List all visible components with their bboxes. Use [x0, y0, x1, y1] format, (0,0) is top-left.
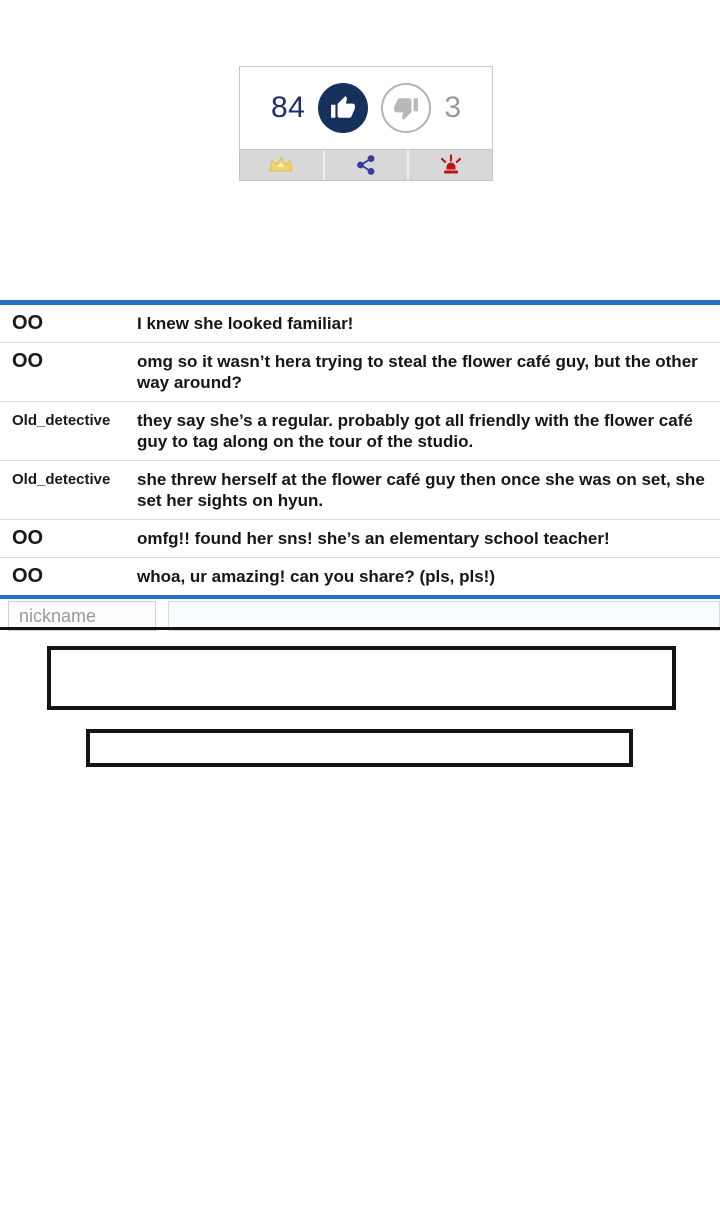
comment-text: whoa, ur amazing! can you share? (pls, pls!)	[137, 567, 496, 586]
dislike-button[interactable]	[381, 83, 431, 133]
siren-icon	[439, 154, 463, 176]
comment-text: omg so it wasn’t hera trying to steal the flower café guy, but the other way around?	[137, 352, 698, 392]
share-button[interactable]	[323, 150, 408, 180]
vote-widget	[239, 66, 493, 181]
comment-text: I knew she looked familiar!	[137, 314, 354, 333]
comment-username: Old_detective	[12, 471, 111, 488]
comment-text: they say she’s a regular. probably got all friendly with the flower café guy to tag along on the tour of the studio.	[137, 411, 693, 451]
like-count: 84	[270, 91, 306, 124]
empty-panel-box-large	[47, 646, 676, 710]
comment-username: OO	[12, 312, 44, 334]
comment-username: OO	[12, 527, 44, 549]
comment-list	[0, 300, 720, 599]
comment-row	[0, 305, 720, 343]
comment-username: OO	[12, 350, 44, 372]
favorite-button[interactable]	[240, 150, 323, 180]
empty-panel-box-small	[86, 729, 633, 767]
like-button[interactable]	[318, 83, 368, 133]
comment-row	[0, 461, 720, 520]
comment-row	[0, 343, 720, 402]
thumb-up-icon	[330, 95, 356, 121]
comment-row	[0, 558, 720, 595]
thumb-down-icon	[393, 95, 419, 121]
crown-icon	[266, 154, 296, 176]
vote-toolbar	[239, 150, 493, 181]
comment-username: OO	[12, 565, 44, 587]
report-button[interactable]	[407, 150, 492, 180]
share-network-icon	[355, 154, 377, 176]
vote-box	[239, 66, 493, 150]
panel-divider-line	[0, 627, 720, 630]
comment-text: she threw herself at the flower café guy then once she was on set, she set her sights on hyun.	[137, 470, 705, 510]
comment-row	[0, 520, 720, 558]
dislike-count: 3	[444, 91, 462, 124]
comment-text: omfg!! found her sns! she’s an elementary school teacher!	[137, 529, 610, 548]
comment-row	[0, 402, 720, 461]
comment-username: Old_detective	[12, 412, 111, 429]
